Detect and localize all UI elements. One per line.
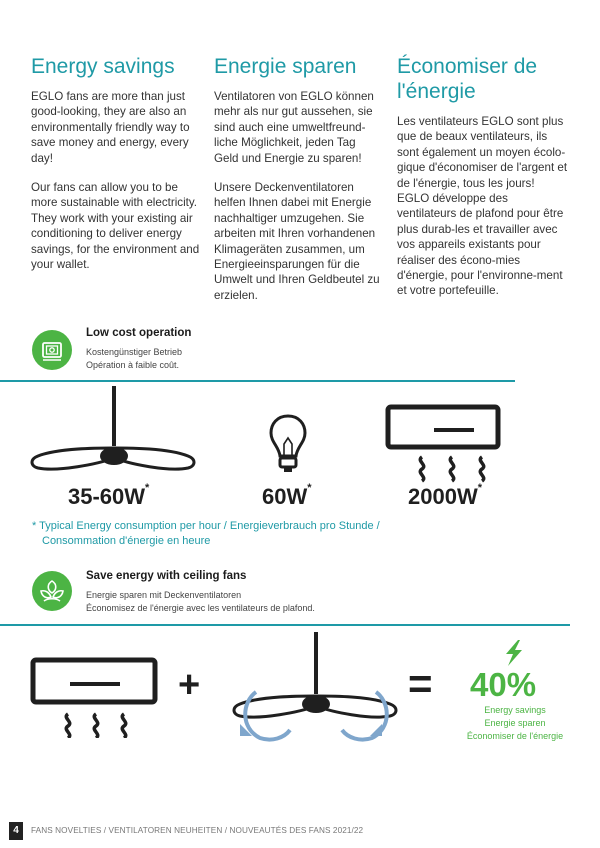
- divider-1: [0, 380, 515, 382]
- low-cost-sub-de: Kostengünstiger Betrieb: [86, 347, 183, 357]
- bulb-consumption: 60W*: [262, 482, 312, 509]
- save-energy-sub-fr: Économisez de l'énergie avec les ventilateurs de plafond.: [86, 603, 315, 613]
- ceiling-fan-icon: [28, 386, 198, 482]
- lightning-icon: [500, 638, 526, 668]
- air-conditioner-icon: [384, 404, 504, 484]
- savings-label-en: Energy savings: [484, 705, 546, 715]
- low-cost-sub-fr: Opération à faible coût.: [86, 360, 180, 370]
- equals-sign: =: [408, 660, 433, 707]
- heading-economiser: Économiser de l'énergie: [397, 55, 538, 103]
- ac-consumption: 2000W*: [408, 482, 482, 509]
- savings-percent: 40%: [470, 666, 537, 703]
- page-number: 4: [9, 822, 23, 840]
- column-french: [397, 54, 569, 313]
- save-energy-sub-de: Energie sparen mit Deckenventilatoren: [86, 590, 242, 600]
- footer-text: FANS NOVELTIES / VENTILATOREN NEUHEITEN / NOUVEAUTÉS DES FANS 2021/22: [31, 826, 364, 835]
- divider-2: [0, 624, 570, 626]
- low-cost-title: Low cost operation: [86, 327, 192, 339]
- paragraph-de-1: Ventilatoren von EGLO können mehr als nur gut aussehen, sie sind auch eine umweltfreund-liche Möglichkeit, jeden Tag Geld und Energie zu sparen!: [214, 90, 374, 165]
- fan-consumption: 35-60W*: [68, 482, 150, 509]
- light-bulb-icon: [268, 412, 308, 476]
- save-energy-title: Save energy with ceiling fans: [86, 570, 247, 582]
- money-icon: [32, 330, 72, 370]
- paragraph-en-1: EGLO fans are more than just good-looking, they are also an environmentally friendly way to save money and energy, every day!: [31, 90, 190, 165]
- savings-label-de: Energie sparen: [484, 718, 546, 728]
- leaf-icon: [32, 571, 72, 611]
- consumption-footnote: * Typical Energy consumption per hour / Energieverbrauch pro Stunde / Consommation d'énergie en heure: [32, 520, 380, 547]
- paragraph-fr-1: Les ventilateurs EGLO sont plus que de beaux ventilateurs, ils sont également un moyen écolo-gique d'économiser de l'argent et de l'énergie, tous les jours! EGLO développe des ventilateurs de plafond pour être plus durab-les et travailler avec vos appareils existants pour réaliser des écono-mies d'énergie, pour l'environne-ment et votre portefeuille.: [397, 115, 568, 298]
- plus-sign: +: [178, 664, 201, 706]
- column-german: [214, 54, 382, 317]
- air-conditioner-icon-2: [28, 656, 163, 738]
- heading-energy-savings: Energy savings: [31, 55, 175, 78]
- paragraph-de-2: Unsere Deckenventilatoren helfen Ihnen dabei mit Energie nachhaltiger umzugehen. Sie arbeiten mit Ihren vorhandenen Klimageräten zusammen, um Energieeinsparungen für die Umwelt und Ihren Geldbeutel zu erzielen.: [214, 181, 380, 302]
- heading-energie-sparen: Energie sparen: [214, 55, 357, 78]
- savings-label-fr: Économiser de l'énergie: [466, 731, 564, 741]
- paragraph-en-2: Our fans can allow you to be more sustainable with electricity. They work with your existing air conditioning to deliver energy savings, for the environment and your wallet.: [31, 181, 200, 272]
- column-english: [31, 54, 201, 286]
- ceiling-fan-airflow-icon: [228, 632, 403, 744]
